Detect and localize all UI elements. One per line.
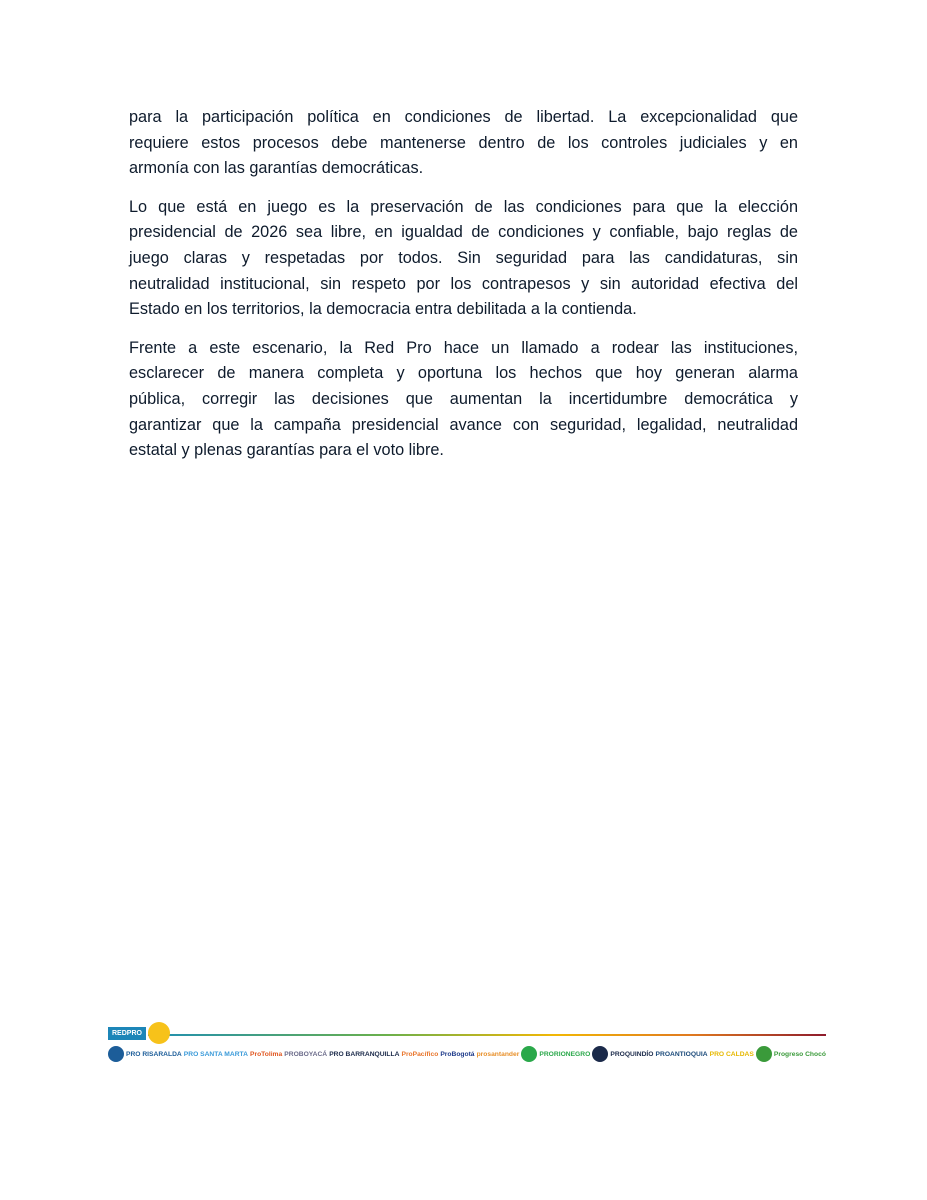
text-line: garantizar que la campaña presidencial avance con seguridad, legalidad, neutralidad xyxy=(129,415,798,434)
footer-divider xyxy=(148,1034,826,1036)
logo-mark-icon xyxy=(108,1046,124,1062)
redpro-logo: REDPRO xyxy=(108,1027,146,1040)
partner-logo xyxy=(592,1046,653,1062)
partner-logo xyxy=(108,1046,182,1062)
logo-mark-icon xyxy=(521,1046,537,1062)
logo-text: PROBOYACÁ xyxy=(284,1050,328,1058)
logo-mark-icon xyxy=(756,1046,772,1062)
footer-logos xyxy=(108,1022,826,1072)
partner-logo xyxy=(477,1051,520,1058)
paragraph xyxy=(129,105,798,182)
text-line: neutralidad institucional, sin respeto por los contrapesos y sin autoridad efectiva del xyxy=(129,274,798,293)
logo-text: PRORIONEGRO xyxy=(539,1050,591,1058)
logo-mark-icon xyxy=(592,1046,608,1062)
logo-text: PRO CALDAS xyxy=(709,1050,754,1058)
text-line: Estado en los territorios, la democracia entra debilitada a la contienda. xyxy=(129,300,637,319)
text-line: estatal y plenas garantías para el voto libre. xyxy=(129,441,444,460)
logo-text: ProPacífico xyxy=(401,1050,439,1058)
text-line: juego claras y respetadas por todos. Sin seguridad para las candidaturas, sin xyxy=(129,248,798,267)
paragraph xyxy=(129,336,798,464)
body-text xyxy=(129,105,798,477)
text-line: Lo que está en juego es la preservación de las condiciones para que la elección xyxy=(129,197,798,216)
text-line: armonía con las garantías democráticas. xyxy=(129,159,424,178)
partner-logo xyxy=(250,1051,282,1058)
text-line: presidencial de 2026 sea libre, en igualdad de condiciones y confiable, bajo reglas de xyxy=(129,223,798,242)
partner-logo xyxy=(756,1046,826,1062)
logo-text: PRO RISARALDA xyxy=(126,1050,182,1058)
text-line: Frente a este escenario, la Red Pro hace un llamado a rodear las instituciones, xyxy=(129,338,798,357)
logo-text: PRO SANTA MARTA xyxy=(183,1050,248,1058)
logo-text: PROANTIOQUIA xyxy=(655,1050,708,1058)
logo-text: PRO BARRANQUILLA xyxy=(329,1050,400,1058)
partner-logo xyxy=(710,1051,754,1058)
partner-logo xyxy=(284,1051,327,1058)
partner-logos xyxy=(108,1046,826,1062)
logo-text: prosantander xyxy=(476,1050,520,1058)
sun-badge-icon xyxy=(148,1022,170,1044)
logo-text: ProBogotá xyxy=(440,1050,475,1058)
text-line: pública, corregir las decisiones que aumentan la incertidumbre democrática y xyxy=(129,389,798,408)
partner-logo xyxy=(656,1051,708,1058)
logo-text: Progreso Chocó xyxy=(773,1050,826,1058)
partner-logo xyxy=(184,1051,248,1058)
logo-text: PROQUINDÍO xyxy=(610,1050,654,1058)
logo-text: ProTolima xyxy=(250,1050,283,1058)
text-line: para la participación política en condiciones de libertad. La excepcionalidad que xyxy=(129,108,798,126)
text-line: requiere estos procesos debe mantenerse dentro de los controles judiciales y en xyxy=(129,133,798,152)
text-line: esclarecer de manera completa y oportuna los hechos que hoy generan alarma xyxy=(129,364,798,383)
partner-logo xyxy=(401,1051,438,1058)
partner-logo xyxy=(440,1051,474,1058)
partner-logo xyxy=(329,1051,399,1058)
paragraph xyxy=(129,195,798,323)
partner-logo xyxy=(521,1046,590,1062)
